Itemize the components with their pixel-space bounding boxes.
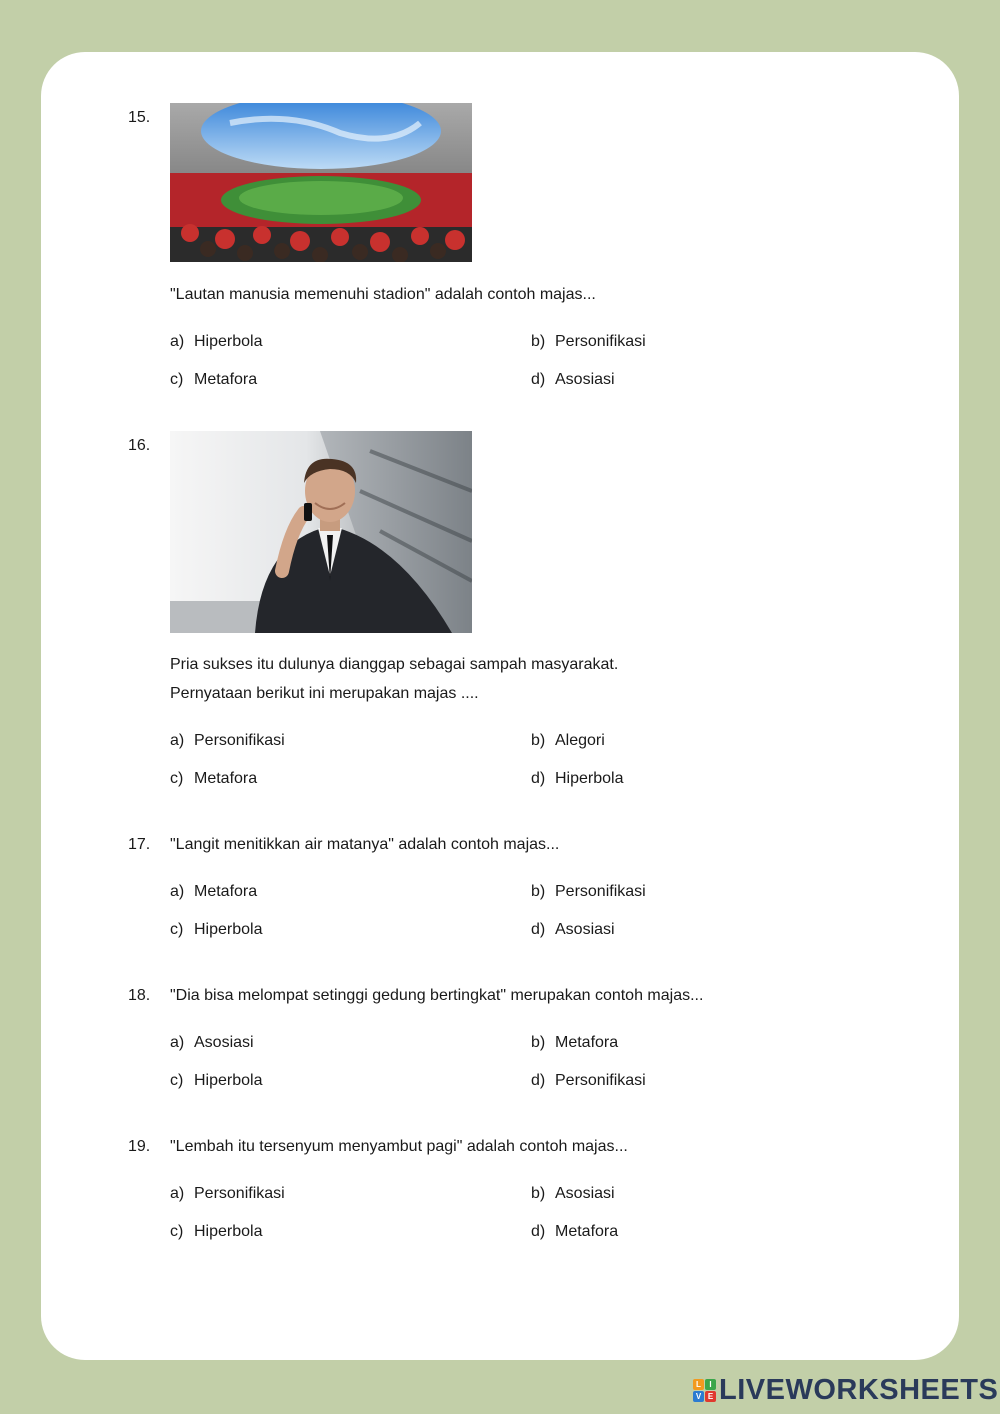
- question-text: "Langit menitikkan air matanya" adalah contoh majas...: [170, 836, 560, 853]
- option-letter: a): [170, 1185, 185, 1202]
- liveworksheets-logo-icon: [693, 1379, 716, 1402]
- question-number: 16.: [128, 437, 151, 454]
- answer-option-d[interactable]: [531, 921, 615, 939]
- option-letter: a): [170, 1034, 185, 1051]
- option-label: Personifikasi: [194, 732, 285, 749]
- option-letter: c): [170, 371, 184, 388]
- answer-option-c[interactable]: [170, 371, 257, 389]
- answer-option-a[interactable]: [170, 1185, 285, 1203]
- answer-option-a[interactable]: [170, 333, 262, 351]
- answer-option-b[interactable]: [531, 1034, 618, 1052]
- option-letter: b): [531, 333, 546, 350]
- logo-letter: I: [705, 1379, 716, 1390]
- question-text-line-2: Pernyataan berikut ini merupakan majas ....: [170, 685, 479, 702]
- businessman-image: [170, 431, 472, 633]
- logo-letter: E: [705, 1391, 716, 1402]
- option-letter: b): [531, 883, 546, 900]
- question-text: "Dia bisa melompat setinggi gedung bertingkat" merupakan contoh majas...: [170, 987, 704, 1004]
- option-letter: a): [170, 732, 185, 749]
- answer-option-b[interactable]: [531, 333, 646, 351]
- answer-option-c[interactable]: [170, 921, 262, 939]
- option-label: Asosiasi: [194, 1034, 254, 1051]
- option-label: Personifikasi: [555, 333, 646, 350]
- answer-option-c[interactable]: [170, 1223, 262, 1241]
- answer-option-d[interactable]: [531, 371, 615, 389]
- option-label: Asosiasi: [555, 921, 615, 938]
- option-letter: d): [531, 1072, 546, 1089]
- answer-option-c[interactable]: [170, 1072, 262, 1090]
- answer-option-d[interactable]: [531, 1072, 646, 1090]
- option-label: Hiperbola: [194, 921, 263, 938]
- question-text: "Lautan manusia memenuhi stadion" adalah contoh majas...: [170, 286, 596, 303]
- option-letter: c): [170, 1223, 184, 1240]
- answer-option-b[interactable]: [531, 1185, 615, 1203]
- answer-option-d[interactable]: [531, 770, 623, 788]
- question-text: Pria sukses itu dulunya dianggap sebagai sampah masyarakat.: [170, 656, 619, 673]
- question-number: 15.: [128, 109, 151, 126]
- answer-option-b[interactable]: [531, 732, 605, 750]
- stadium-image: [170, 103, 472, 262]
- option-label: Hiperbola: [194, 333, 263, 350]
- question-number: 17.: [128, 836, 151, 853]
- question-number: 18.: [128, 987, 151, 1004]
- question-number: 19.: [128, 1138, 151, 1155]
- brand-name: LIVEWORKSHEETS: [719, 1373, 999, 1406]
- option-label: Asosiasi: [555, 371, 615, 388]
- option-label: Personifikasi: [555, 883, 646, 900]
- option-letter: d): [531, 371, 546, 388]
- option-letter: c): [170, 770, 184, 787]
- option-letter: d): [531, 770, 546, 787]
- option-letter: b): [531, 1185, 546, 1202]
- option-letter: a): [170, 333, 185, 350]
- option-letter: b): [531, 732, 546, 749]
- question-text: "Lembah itu tersenyum menyambut pagi" adalah contoh majas...: [170, 1138, 628, 1155]
- answer-option-c[interactable]: [170, 770, 257, 788]
- option-label: Metafora: [194, 371, 258, 388]
- option-label: Metafora: [555, 1034, 619, 1051]
- option-letter: d): [531, 921, 546, 938]
- answer-option-b[interactable]: [531, 883, 646, 901]
- logo-letter: V: [693, 1391, 704, 1402]
- answer-option-d[interactable]: [531, 1223, 618, 1241]
- option-label: Hiperbola: [555, 770, 624, 787]
- logo-letter: L: [693, 1379, 704, 1390]
- option-letter: c): [170, 1072, 184, 1089]
- option-label: Alegori: [555, 732, 605, 749]
- option-letter: c): [170, 921, 184, 938]
- option-letter: d): [531, 1223, 546, 1240]
- answer-option-a[interactable]: [170, 1034, 254, 1052]
- option-label: Metafora: [555, 1223, 619, 1240]
- answer-option-a[interactable]: [170, 883, 257, 901]
- option-label: Hiperbola: [194, 1223, 263, 1240]
- option-letter: a): [170, 883, 185, 900]
- option-label: Personifikasi: [194, 1185, 285, 1202]
- option-label: Asosiasi: [555, 1185, 615, 1202]
- answer-option-a[interactable]: [170, 732, 285, 750]
- option-letter: b): [531, 1034, 546, 1051]
- option-label: Metafora: [194, 770, 258, 787]
- liveworksheets-brand[interactable]: [693, 1375, 998, 1405]
- option-label: Metafora: [194, 883, 258, 900]
- option-label: Personifikasi: [555, 1072, 646, 1089]
- option-label: Hiperbola: [194, 1072, 263, 1089]
